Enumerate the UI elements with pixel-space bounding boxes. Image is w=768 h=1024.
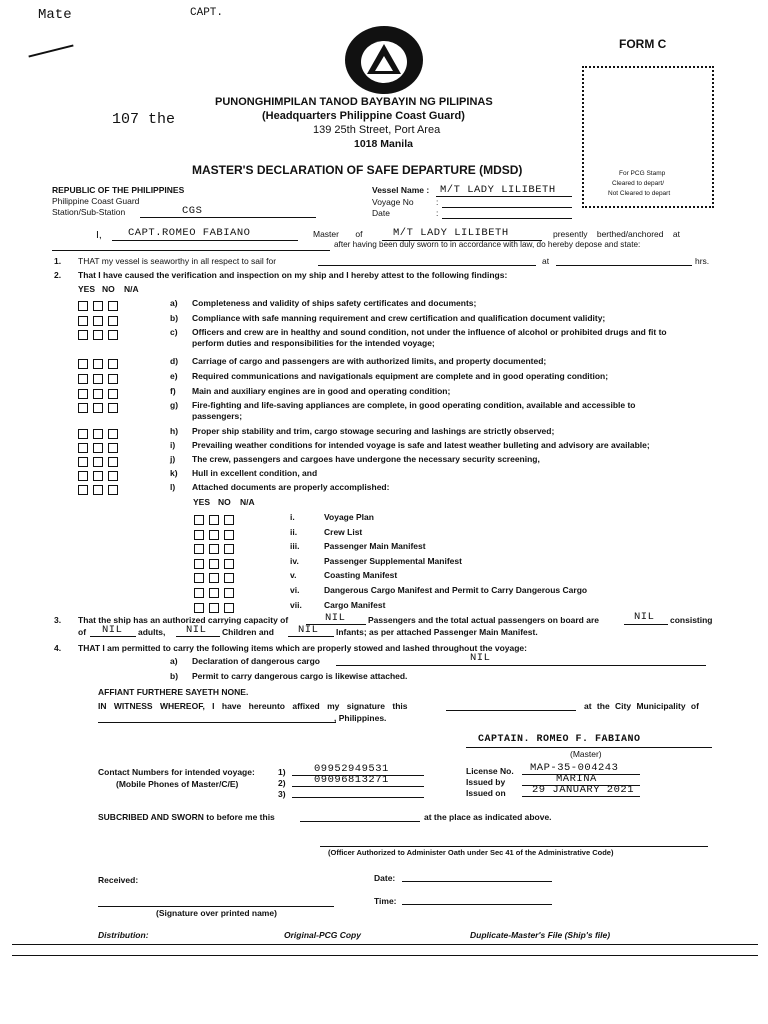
na-checkbox[interactable]	[108, 301, 118, 311]
na-checkbox[interactable]	[224, 515, 234, 525]
officer-caption: (Officer Authorized to Administer Oath under Sec 41 of the Administrative Code)	[328, 848, 614, 857]
date-line	[442, 218, 572, 219]
attachment-num: i.	[290, 512, 295, 522]
handwritten-capt: CAPT.	[190, 7, 224, 19]
item1-hrs: hrs.	[695, 256, 710, 266]
no-checkbox[interactable]	[209, 544, 219, 554]
yes-checkbox[interactable]	[78, 374, 88, 384]
attachment-text: Coasting Manifest	[324, 570, 398, 581]
address-city: 1018 Manila	[354, 138, 413, 150]
children-value: NIL	[186, 624, 207, 636]
contacts-label: Contact Numbers for intended voyage:	[98, 767, 255, 777]
license-value: MAP-35-004243	[530, 762, 619, 774]
intro-master-of: Master of	[313, 229, 363, 239]
yes-checkbox[interactable]	[78, 485, 88, 495]
issued-on-line	[522, 796, 640, 797]
item3-of: of	[78, 627, 87, 637]
finding-letter: d)	[170, 356, 179, 366]
finding-text: Main and auxiliary engines are in good and operating condition;	[192, 386, 451, 396]
actual-value: NIL	[634, 611, 655, 623]
capacity-value: NIL	[325, 612, 346, 624]
attachment-text: Crew List	[324, 526, 363, 537]
item4-b-letter: b)	[170, 671, 179, 681]
distribution-original: Original-PCG Copy	[284, 930, 361, 940]
pcg-line: Philippine Coast Guard	[52, 196, 140, 206]
station-value: CGS	[182, 205, 203, 217]
yes-checkbox[interactable]	[194, 515, 204, 525]
attachment-checkboxes	[194, 600, 239, 612]
sworn-date-line	[300, 821, 420, 822]
contact-n3: 3)	[278, 789, 286, 799]
item1-num: 1.	[54, 256, 62, 266]
yes-checkbox[interactable]	[194, 573, 204, 583]
dangerous-cargo-line	[336, 665, 706, 666]
na-checkbox[interactable]	[224, 559, 234, 569]
yes-checkbox[interactable]	[78, 330, 88, 340]
contact-n2: 2)	[278, 778, 286, 788]
dangerous-cargo-value: NIL	[470, 652, 491, 664]
handwritten-note: 107 the	[112, 111, 176, 128]
finding-text: Officers and crew are in healthy and sound condition, not under the influence of alcohol or prohibited drugs and fit to	[192, 327, 667, 337]
finding-letter: f)	[170, 386, 176, 396]
contact-line-2	[292, 786, 424, 787]
attachment-checkboxes	[194, 585, 239, 597]
attachment-text: Passenger Main Manifest	[324, 541, 426, 552]
attachment-checkboxes	[194, 512, 239, 524]
attachment-num: ii.	[290, 526, 298, 537]
attachment-num: iv.	[290, 555, 299, 566]
voyage-line	[442, 207, 572, 208]
no-checkbox[interactable]	[93, 429, 103, 439]
children-line	[176, 636, 220, 637]
agency-name: PUNONGHIMPILAN TANOD BAYBAYIN NG PILIPINAS	[215, 96, 493, 108]
no-checkbox[interactable]	[93, 471, 103, 481]
attachment-text: Cargo Manifest	[324, 599, 386, 610]
children-label: Children and	[222, 627, 274, 637]
republic-line: REPUBLIC OF THE PHILIPPINES	[52, 185, 185, 195]
no-checkbox[interactable]	[93, 389, 103, 399]
station-label: Station/Sub-Station	[52, 207, 126, 217]
finding-checkboxes	[78, 454, 123, 466]
adults-line	[90, 636, 136, 637]
master-name-line	[112, 240, 298, 241]
finding-text-cont: perform duties and responsibilities for the intended voyage;	[192, 338, 435, 348]
officer-line	[320, 846, 708, 847]
sworn-b: at the place as indicated above.	[424, 812, 552, 822]
finding-checkboxes	[78, 298, 123, 310]
na-checkbox[interactable]	[108, 359, 118, 369]
yes-checkbox[interactable]	[78, 316, 88, 326]
stamp-text-2: Cleared to depart/	[612, 180, 665, 187]
na-checkbox[interactable]	[108, 429, 118, 439]
received-sig-line	[98, 906, 334, 907]
finding-letter: k)	[170, 468, 178, 478]
no-checkbox[interactable]	[209, 530, 219, 540]
attachment-text: Dangerous Cargo Manifest and Permit to Carry Dangerous Cargo	[324, 585, 588, 595]
item3-text-b: Passengers and the total actual passengers on board are	[368, 615, 599, 625]
attachment-text: Voyage Plan	[324, 512, 374, 522]
received-sig-caption: (Signature over printed name)	[156, 908, 277, 918]
na-checkbox[interactable]	[108, 471, 118, 481]
no-checkbox[interactable]	[209, 603, 219, 613]
item4-text: THAT I am permitted to carry the following items which are properly stowed and lashed throughout the voyage:	[78, 643, 527, 653]
na-checkbox[interactable]	[224, 573, 234, 583]
finding-checkboxes	[78, 440, 123, 452]
yes-checkbox[interactable]	[78, 457, 88, 467]
finding-letter: l)	[170, 482, 176, 492]
attachment-checkboxes	[194, 541, 239, 553]
footer-rule-2	[12, 955, 758, 956]
attachment-num: iii.	[290, 541, 300, 552]
adults-label: adults,	[138, 627, 166, 637]
attach-col-yes: YES	[193, 497, 211, 507]
na-checkbox[interactable]	[224, 544, 234, 554]
finding-checkboxes	[78, 400, 123, 412]
item1-destination-line	[318, 265, 536, 266]
finding-text: Completeness and validity of ships safety certificates and documents;	[192, 298, 477, 308]
no-checkbox[interactable]	[209, 588, 219, 598]
no-checkbox[interactable]	[209, 573, 219, 583]
finding-checkboxes	[78, 386, 123, 398]
item3-text-a: That the ship has an authorized carrying capacity of	[78, 615, 289, 625]
item4-a-text: Declaration of dangerous cargo	[192, 656, 320, 666]
witness-city-line	[98, 722, 336, 723]
intro-tail: presently berthed/anchored at	[553, 229, 680, 239]
yes-checkbox[interactable]	[194, 603, 204, 613]
finding-letter: j)	[170, 454, 176, 464]
contact-value-2: 09096813271	[314, 774, 389, 786]
yes-checkbox[interactable]	[78, 301, 88, 311]
master-name: CAPT.ROMEO FABIANO	[128, 227, 251, 239]
issued-by-label: Issued by	[466, 777, 506, 787]
vessel-value: M/T LADY LILIBETH	[440, 184, 556, 196]
yes-checkbox[interactable]	[78, 443, 88, 453]
na-checkbox[interactable]	[108, 389, 118, 399]
finding-checkboxes	[78, 313, 123, 325]
yes-checkbox[interactable]	[78, 359, 88, 369]
item4-b-text: Permit to carry dangerous cargo is likewise attached.	[192, 671, 408, 681]
voyage-colon: :	[436, 197, 439, 207]
item3-text-c: consisting	[670, 615, 713, 625]
col-no: NO	[102, 284, 115, 294]
finding-text: Required communications and navigationals equipment are complete and in good operating condition;	[192, 371, 609, 381]
form-title: MASTER'S DECLARATION OF SAFE DEPARTURE (MDSD)	[192, 163, 523, 177]
finding-text-cont: passengers;	[192, 411, 243, 421]
finding-checkboxes	[78, 356, 123, 368]
infants-value: NIL	[298, 624, 319, 636]
na-checkbox[interactable]	[108, 485, 118, 495]
affiant-line: AFFIANT FURTHERE SAYETH NONE.	[98, 687, 249, 697]
finding-letter: b)	[170, 313, 179, 323]
received-time-label: Time:	[374, 896, 397, 906]
item4-a-letter: a)	[170, 656, 178, 666]
finding-text: Hull in excellent condition, and	[192, 468, 318, 478]
finding-letter: h)	[170, 426, 179, 436]
item1-time-line	[556, 265, 692, 266]
na-checkbox[interactable]	[108, 316, 118, 326]
no-checkbox[interactable]	[209, 559, 219, 569]
no-checkbox[interactable]	[93, 374, 103, 384]
address-street: 139 25th Street, Port Area	[313, 124, 441, 136]
na-checkbox[interactable]	[224, 588, 234, 598]
attach-col-na: N/A	[240, 497, 255, 507]
handwritten-mate: Mate	[38, 7, 72, 23]
signature-role: (Master)	[570, 749, 602, 759]
attachment-text: Passenger Supplemental Manifest	[324, 555, 462, 566]
item1-text: THAT my vessel is seaworthy in all respect to sail for	[78, 256, 277, 266]
col-na: N/A	[124, 284, 139, 294]
philippines: , Philippines.	[334, 713, 387, 723]
item3-num: 3.	[54, 615, 62, 625]
received-label: Received:	[98, 875, 139, 885]
na-checkbox[interactable]	[224, 603, 234, 613]
finding-text: The crew, passengers and cargoes have undergone the necessary security screening,	[192, 454, 540, 464]
port-line	[52, 250, 330, 251]
signature-line	[466, 747, 712, 748]
yes-checkbox[interactable]	[78, 403, 88, 413]
voyage-label: Voyage No	[372, 197, 414, 207]
finding-checkboxes	[78, 327, 123, 339]
yes-checkbox[interactable]	[194, 544, 204, 554]
attachment-num: v.	[290, 570, 297, 581]
no-checkbox[interactable]	[93, 359, 103, 369]
na-checkbox[interactable]	[108, 403, 118, 413]
col-yes: YES	[78, 284, 96, 294]
date-label: Date	[372, 208, 390, 218]
distribution-label: Distribution:	[98, 930, 149, 940]
na-checkbox[interactable]	[108, 374, 118, 384]
item4-num: 4.	[54, 643, 62, 653]
vessel-line	[436, 196, 572, 197]
intro-line2: after having been duly sworn to in accordance with law, do hereby depose and state:	[334, 240, 641, 249]
station-line	[140, 217, 316, 218]
finding-letter: a)	[170, 298, 178, 308]
stamp-text-3: Not Cleared to depart	[608, 190, 671, 197]
finding-text: Proper ship stability and trim, cargo stowage securing and lashings are strictly observed;	[192, 426, 555, 436]
finding-checkboxes	[78, 482, 123, 494]
finding-text: Carriage of cargo and passengers are with authorized limits, and property documented;	[192, 356, 547, 366]
no-checkbox[interactable]	[93, 457, 103, 467]
issued-on-label: Issued on	[466, 788, 506, 798]
attachment-num: vii.	[290, 599, 302, 610]
witness-b: at the City Municipality of	[584, 701, 699, 711]
adults-value: NIL	[102, 624, 123, 636]
finding-checkboxes	[78, 468, 123, 480]
na-checkbox[interactable]	[224, 530, 234, 540]
item1-at: at	[542, 256, 550, 266]
received-date-line	[402, 881, 552, 882]
contact-value-1: 09952949531	[314, 763, 389, 775]
witness-date-line	[446, 710, 576, 711]
issued-on-value: 29 JANUARY 2021	[532, 784, 635, 796]
finding-letter: e)	[170, 371, 178, 381]
actual-line	[624, 624, 668, 625]
infants-line	[288, 636, 334, 637]
item2-text: That I have caused the verification and inspection on my ship and I hereby attest to the following findings:	[78, 270, 508, 280]
vessel-label: Vessel Name :	[372, 185, 430, 195]
no-checkbox[interactable]	[93, 316, 103, 326]
no-checkbox[interactable]	[93, 403, 103, 413]
na-checkbox[interactable]	[108, 457, 118, 467]
license-label: License No.	[466, 766, 514, 776]
yes-checkbox[interactable]	[194, 530, 204, 540]
finding-checkboxes	[78, 371, 123, 383]
attach-col-no: NO	[218, 497, 231, 507]
no-checkbox[interactable]	[93, 443, 103, 453]
attachment-checkboxes	[194, 570, 239, 582]
yes-checkbox[interactable]	[194, 559, 204, 569]
yes-checkbox[interactable]	[194, 588, 204, 598]
finding-checkboxes	[78, 426, 123, 438]
item2-num: 2.	[54, 270, 62, 280]
finding-text: Compliance with safe manning requirement and crew certification and qualification document validity;	[192, 313, 606, 323]
no-checkbox[interactable]	[93, 485, 103, 495]
sworn-a: SUBCRIBED AND SWORN to before me this	[98, 812, 275, 822]
attachment-checkboxes	[194, 527, 239, 539]
finding-letter: g)	[170, 400, 179, 410]
attachment-checkboxes	[194, 556, 239, 568]
finding-letter: c)	[170, 327, 178, 337]
witness-a: IN WITNESS WHEREOF, I have hereunto affixed my signature this	[98, 701, 408, 711]
na-checkbox[interactable]	[108, 330, 118, 340]
signature-name: CAPTAIN. ROMEO F. FABIANO	[478, 734, 641, 745]
contacts-sub: (Mobile Phones of Master/C/E)	[116, 779, 239, 789]
intro-i: I,	[96, 229, 102, 241]
yes-checkbox[interactable]	[78, 429, 88, 439]
finding-letter: i)	[170, 440, 176, 450]
no-checkbox[interactable]	[93, 330, 103, 340]
contact-line-3	[292, 797, 424, 798]
pcg-seal-icon	[343, 24, 425, 96]
attachment-num: vi.	[290, 585, 300, 595]
no-checkbox[interactable]	[93, 301, 103, 311]
infants-label: Infants; as per attached Passenger Main Manifest.	[336, 627, 538, 637]
finding-text: Attached documents are properly accomplished:	[192, 482, 390, 492]
no-checkbox[interactable]	[209, 515, 219, 525]
na-checkbox[interactable]	[108, 443, 118, 453]
contact-n1: 1)	[278, 767, 286, 777]
finding-text: Prevailing weather conditions for intended voyage is safe and latest weather bulleting and advisory are available;	[192, 440, 650, 450]
agency-name-en: (Headquarters Philippine Coast Guard)	[262, 110, 465, 122]
footer-rule-1	[12, 944, 758, 945]
finding-text: Fire-fighting and life-saving appliances are complete, in good operating condition, available and accessible to	[192, 400, 636, 410]
issued-by-value: MARINA	[556, 773, 597, 785]
yes-checkbox[interactable]	[78, 389, 88, 399]
received-date-label: Date:	[374, 873, 396, 883]
yes-checkbox[interactable]	[78, 471, 88, 481]
received-time-line	[402, 904, 552, 905]
form-label: FORM C	[619, 37, 667, 51]
intro-vessel: M/T LADY LILIBETH	[393, 227, 509, 239]
distribution-duplicate: Duplicate-Master's File (Ship's file)	[470, 930, 611, 940]
stamp-text-1: For PCG Stamp	[619, 170, 666, 177]
date-colon: :	[436, 208, 439, 218]
pen-stroke	[28, 44, 73, 57]
